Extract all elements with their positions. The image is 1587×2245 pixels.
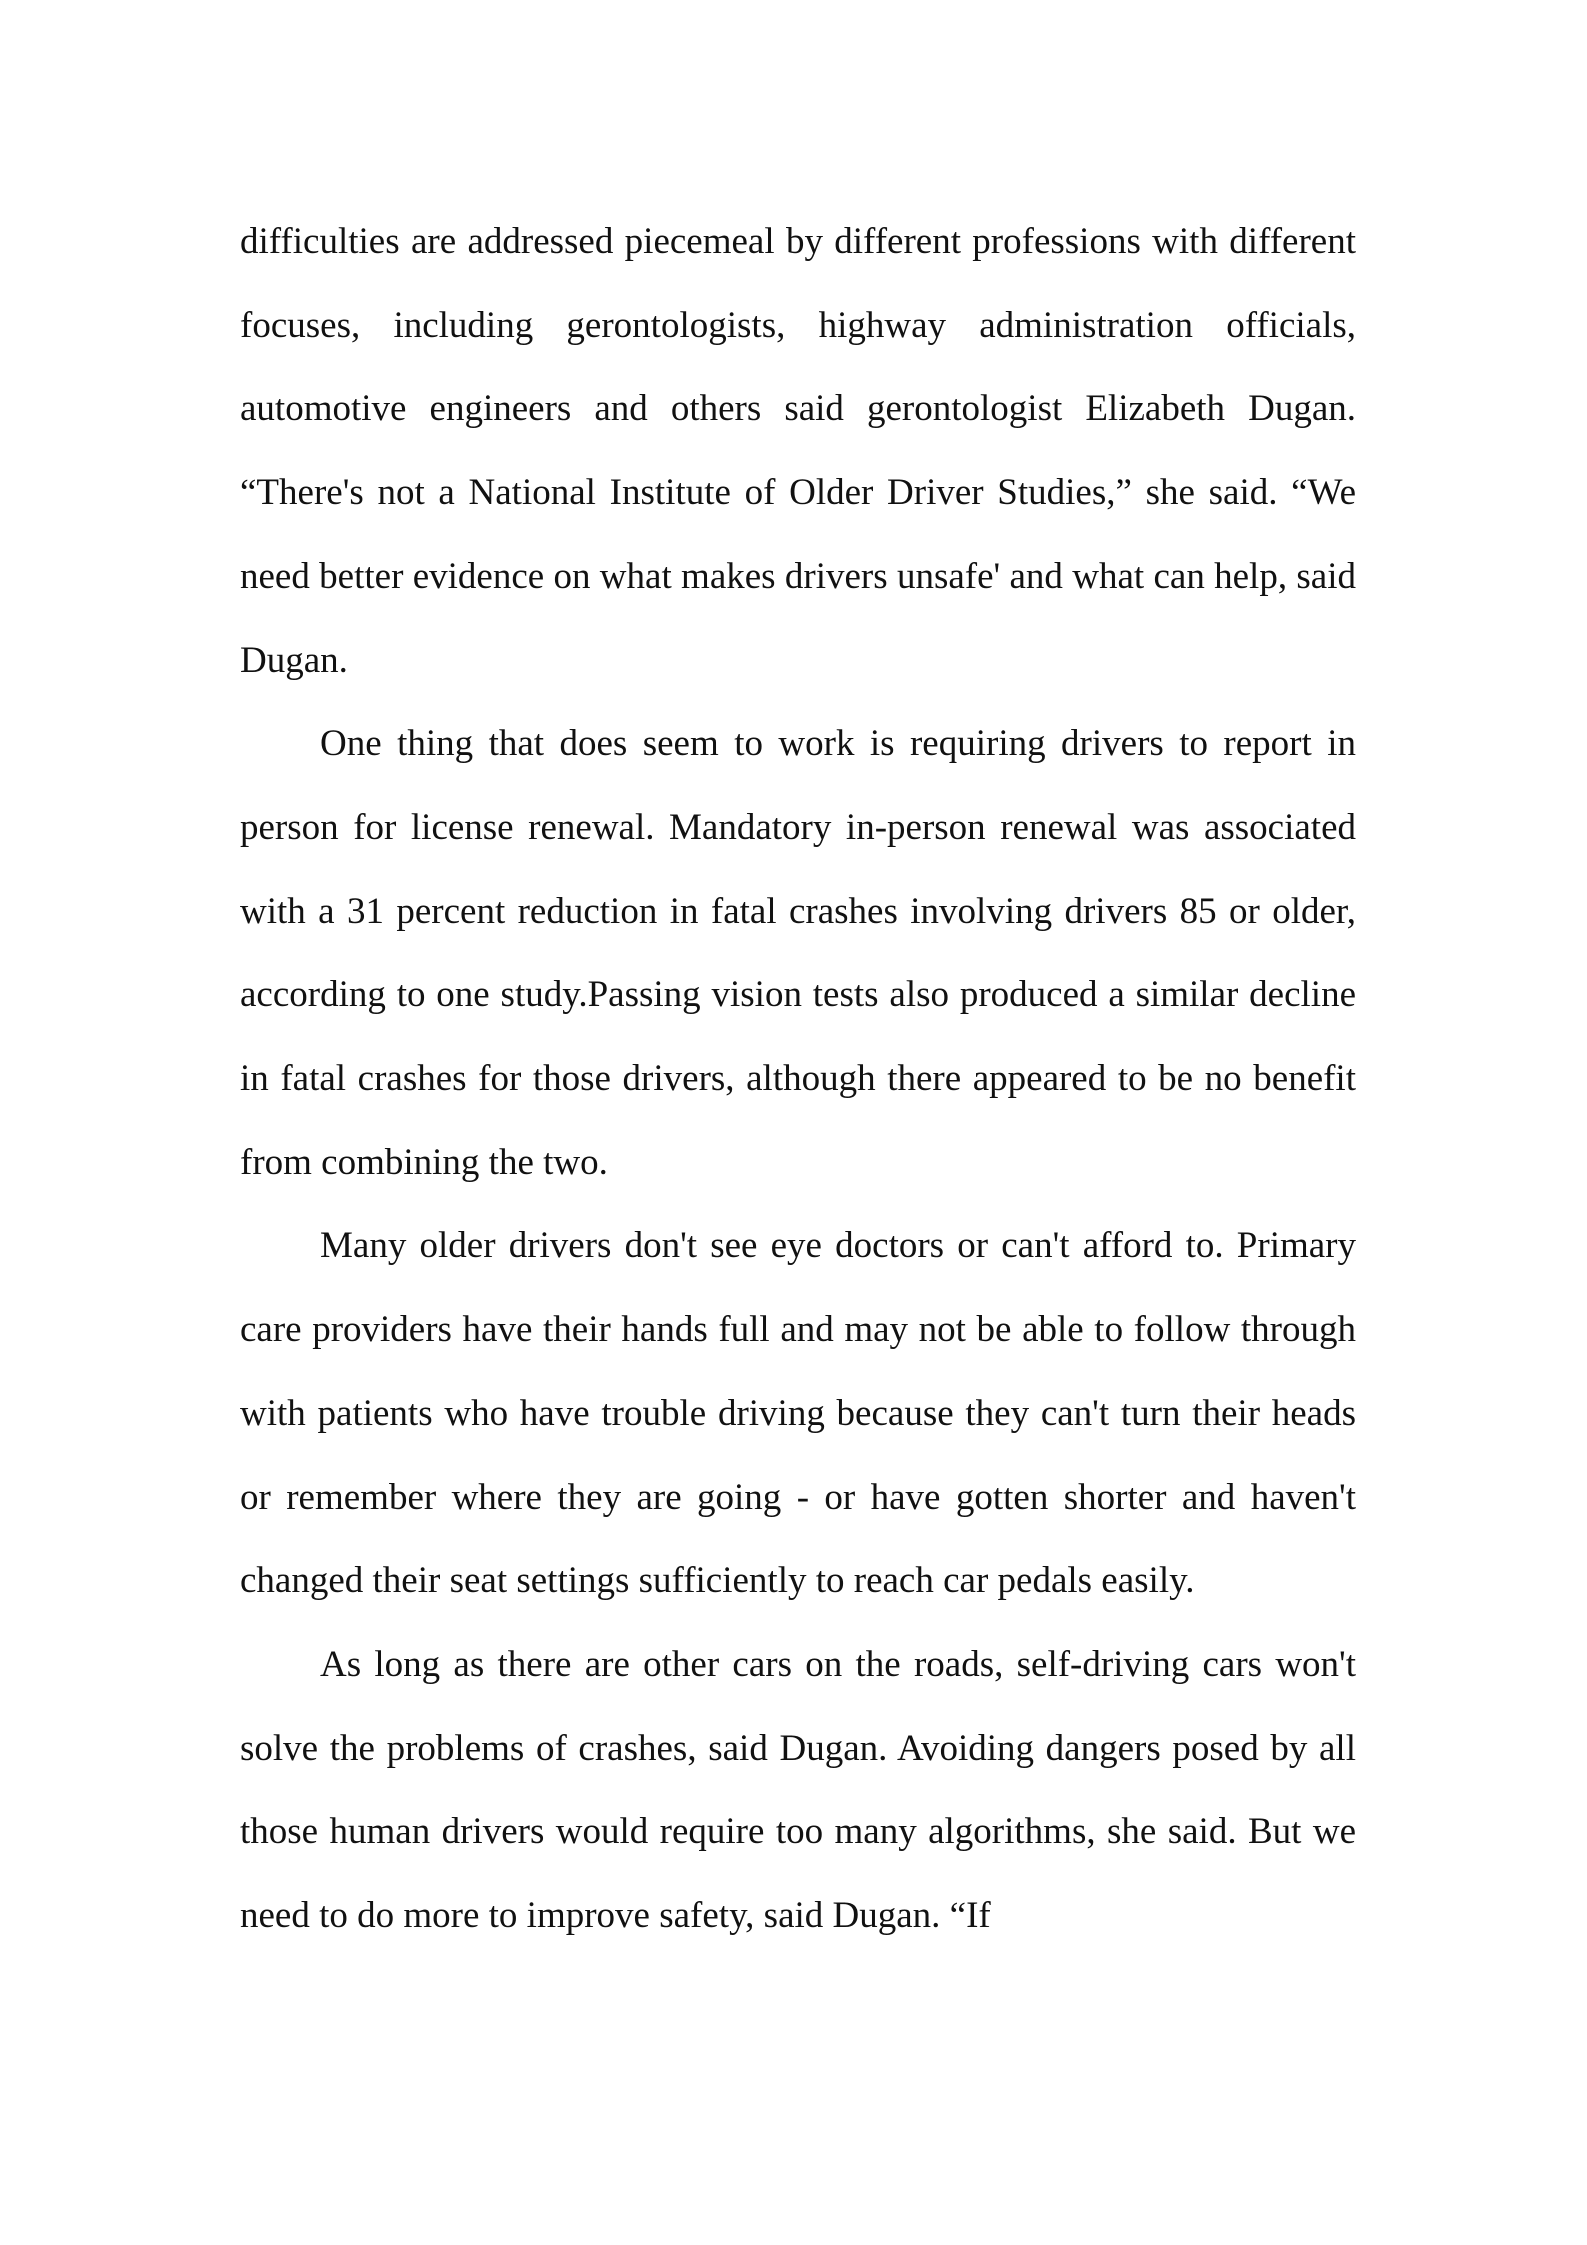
paragraph-2: One thing that does seem to work is requiring drivers to report in person for license renewal. Mandatory in-person renewal was associated with a 31 percent reduction in fatal crashes involving drivers 85 or older, according to one study.Passing vision tests also produced a similar decline in fatal crashes for those drivers, although there appeared to be no benefit from combining the two.: [240, 723, 1356, 1183]
paragraph-3: Many older drivers don't see eye doctors or can't afford to. Primary care providers have their hands full and may not be able to follow through with patients who have trouble driving because they can't turn their heads or remember where they are going - or have gotten shorter and haven't changed their seat settings sufficiently to reach car pedals easily.: [240, 1225, 1356, 1602]
paragraph-4: As long as there are other cars on the roads, self-driving cars won't solve the problems of crashes, said Dugan. Avoiding dangers posed by all those human drivers would require too many algorithms, she said. But we need to do more to improve safety, said Dugan. “If: [240, 1643, 1356, 1937]
body-text: [240, 200, 1356, 1958]
paragraph-1: difficulties are addressed piecemeal by different professions with different focuses, including gerontologists, highway administration officials, automotive engineers and others said gerontologist Elizabeth Dugan. “There's not a National Institute of Older Driver Studies,” she said. “We need better evidence on what makes drivers unsafe' and what can help, said Dugan.: [240, 221, 1356, 681]
